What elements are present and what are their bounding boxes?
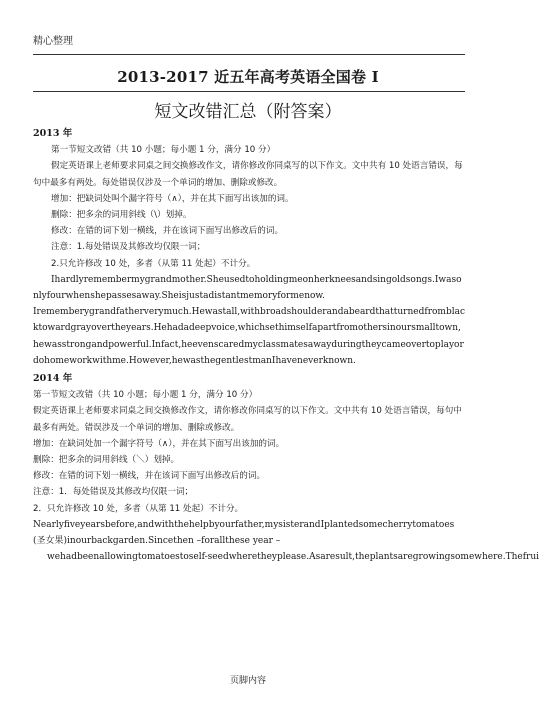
instructions-2014: 假定英语课上老师要求同桌之间交换修改作文，请你修改你同桌写的以下作文。文中共有 10 处语言错误，每句中最多有两处。错误涉及一个单词的增加、删除或修改。 — [33, 406, 462, 433]
note1-2014: 注意：1．每处错误及其修改均仅限一词； — [33, 487, 194, 498]
passage2-2013: Irememberygrandfatherverymuch.Hewastall,withbroadshoulderandabeardthatturnedfromblacktowardgrayovertheyears.Hehadadeepvoice,whichsethimselfapartfromothersinoursmalltown,hewasstrongandpowerful.Infact,heevenscaredmyclassmatesawayduringtheycameovertoplayordohomeworkwithme.However,hewasthegentlestmanIhaveneverknown. — [33, 307, 465, 366]
add-rule-2014: 增加：在缺词处加一个漏字符号（∧），并在其下面写出该加的词。 — [33, 438, 285, 449]
header-note: 精心整理 — [33, 36, 73, 47]
instructions-2013: 假定英语课上老师要求同桌之间交换修改作文，请你修改你同桌写的以下作文。文中共有 10 处语言错误，每句中最多有两处。每处错误仅涉及一个单词的增加、删除或修改。 — [33, 161, 463, 188]
modify-rule-2013: 修改：在错的词下划一横线，并在该词下面写出修改后的词。 — [51, 226, 284, 237]
add-rule-2013: 增加：把缺词处叫个漏字符号（∧），并在其下面写出该加的词。 — [51, 193, 294, 204]
year-2014-heading: 2014 年 — [33, 373, 73, 385]
delete-rule-2013: 删除：把多余的词用斜线（\）划掉。 — [51, 210, 192, 221]
note2-2014: 2．只允许修改 10 处，多者（从第 11 处起）不计分。 — [33, 503, 244, 514]
modify-rule-2014: 修改：在错的词下划一横线，并在该词下面写出修改后的词。 — [33, 471, 266, 482]
part-2014: 第一节短文改错（共 10 小题；每小题 1 分，满分 10 分） — [33, 390, 258, 401]
document-content — [33, 126, 539, 565]
passage1-2014: Nearlyfiveyearsbefore,andwiththehelpbyourfather,mysisterandIplantedsomecherrytomatoes(圣女果)inourbackgarden.Sincethen –forallthese year – — [33, 519, 455, 547]
header-rule — [33, 54, 465, 55]
note2-2013: 2.只允许修改 10 处，多者（从第 11 处起）不计分。 — [51, 258, 256, 269]
note1-2013: 注意：1.每处错误及其修改均仅限一词； — [51, 242, 206, 253]
passage1-2013: Ihardlyremembermygrandmother.Sheusedtoholdingmeonherkneesandsingoldsongs.Iwasonlyfourwhenshepassesaway.Sheisjustadistantmemoryformenow. — [33, 274, 462, 302]
main-title: 2013-2017 近五年高考英语全国卷 I — [117, 68, 379, 86]
year-2013-heading: 2013 年 — [33, 128, 73, 139]
part-2013: 第一节短文改错（共 10 小题；每小题 1 分，满分 10 分） — [51, 145, 276, 156]
passage2-2014: wehadbeenallowingtomatoestoself-seedwheretheyplease.Asaresult,theplantsaregrowingsomewhere.Thefrui — [47, 552, 539, 563]
title-rule — [33, 91, 465, 92]
delete-rule-2014: 删除：把多余的词用斜线（＼）划掉。 — [33, 455, 180, 466]
sub-title: 短文改错汇总（附答案） — [154, 102, 342, 122]
footer-note: 页脚内容 — [229, 676, 266, 686]
